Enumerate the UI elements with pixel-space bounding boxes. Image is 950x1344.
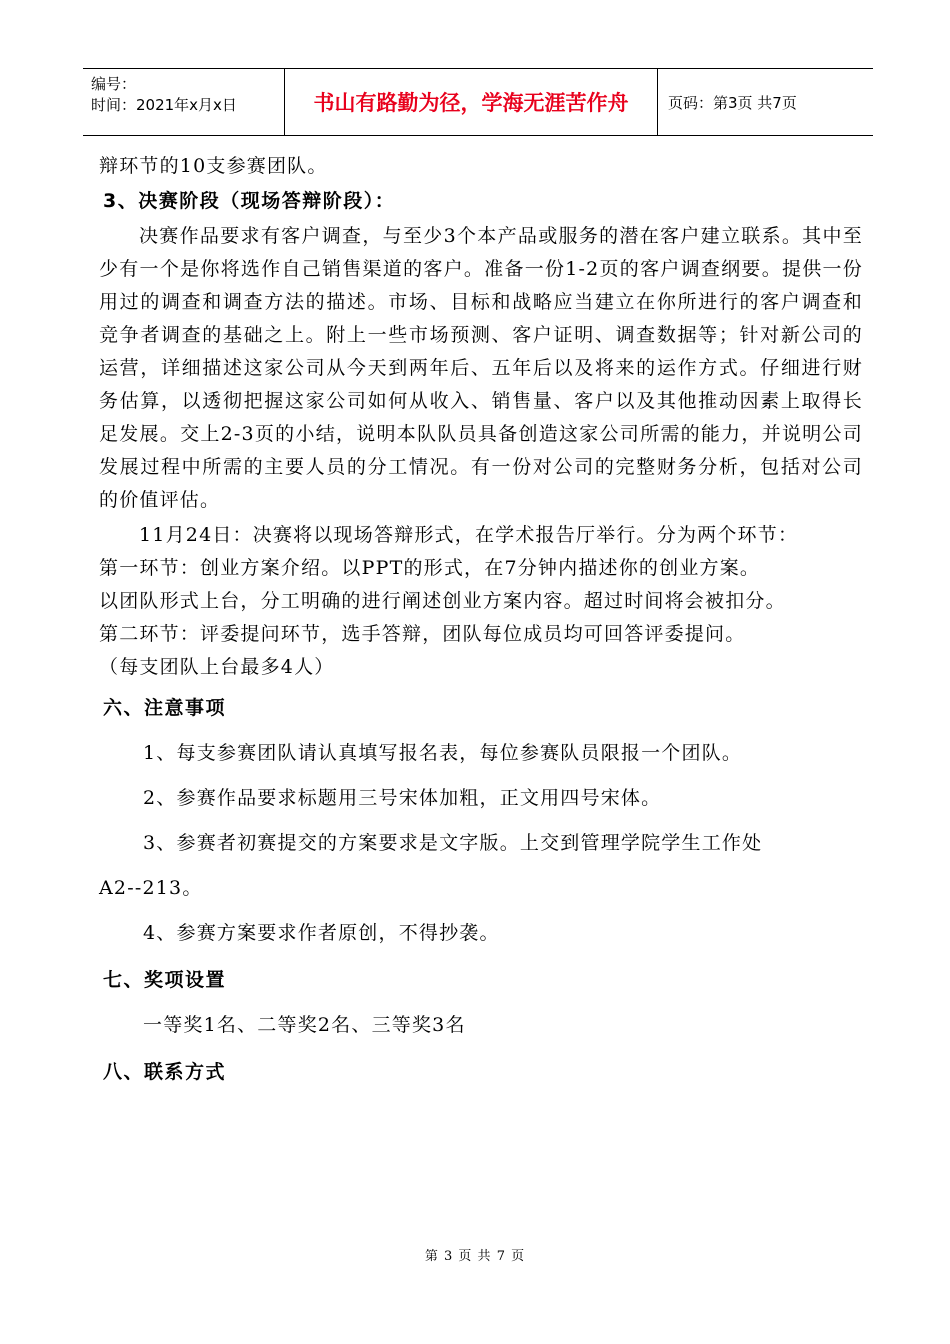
section-7-title: 七、奖项设置 [103,969,227,991]
paragraph-2: 11月24日：决赛将以现场答辩形式，在学术报告厅举行。分为两个环节： [139,524,799,546]
section-6-title: 六、注意事项 [103,697,227,719]
motto: 书山有路勤为径，学海无涯苦作舟 [285,69,658,135]
note-4: 4、参赛方案要求作者原创，不得抄袭。 [143,922,500,944]
round-two-line: 第二环节：评委提问环节，选手答辩，团队每位成员均可回答评委提问。 [99,623,746,645]
team-line: 以团队形式上台，分工明确的进行阐述创业方案内容。超过时间将会被扣分。 [99,590,786,612]
page-footer: 第 3 页 共 7 页 [424,1249,526,1264]
team-limit-line: （每支团队上台最多4人） [99,656,335,678]
note-3-continued: A2--213。 [99,877,203,899]
awards-line: 一等奖1名、二等奖2名、三等奖3名 [143,1014,466,1036]
document-body [99,150,863,1089]
section-3-title: 3、决赛阶段（现场答辩阶段）： [103,190,396,212]
note-1: 1、每支参赛团队请认真填写报名表，每位参赛队员限报一个团队。 [143,742,743,764]
section-8-title: 八、联系方式 [103,1061,227,1083]
round-one-line: 第一环节：创业方案介绍。以PPT的形式，在7分钟内描述你的创业方案。 [99,557,761,579]
note-2: 2、参赛作品要求标题用三号宋体加粗，正文用四号宋体。 [143,787,662,809]
header-table [83,68,873,136]
page-label: 页码：第3页 共7页 [668,93,797,112]
header-meta-cell [83,69,285,135]
number-label: 编号： [91,75,137,93]
time-label: 时间：2021年x月x日 [91,96,237,114]
paragraph-1: 决赛作品要求有客户调查，与至少3个本产品或服务的潜在客户建立联系。其中至少有一个是你将选作自己销售渠道的客户。准备一份1-2页的客户调查纲要。提供一份用过的调查和调查方法的描述。市场、目标和战略应当建立在你所进行的客户调查和竞争者调查的基础之上。附上一些市场预测、客户证明、调查数据等；针对新公司的运营，详细描述这家公司从今天到两年后、五年后以及将来的运作方式。仔细进行财务估算，以透彻把握这家公司如何从收入、销售量、客户以及其他推动因素上取得长足发展。交上2-3页的小结，说明本队队员具备创造这家公司所需的能力，并说明公司发展过程中所需的主要人员的分工情况。有一份对公司的完整财务分析，包括对公司的价值评估。 [99,225,863,511]
note-3: 3、参赛者初赛提交的方案要求是文字版。上交到管理学院学生工作处 [143,832,763,854]
body-line: 辩环节的10支参赛团队。 [99,155,328,177]
